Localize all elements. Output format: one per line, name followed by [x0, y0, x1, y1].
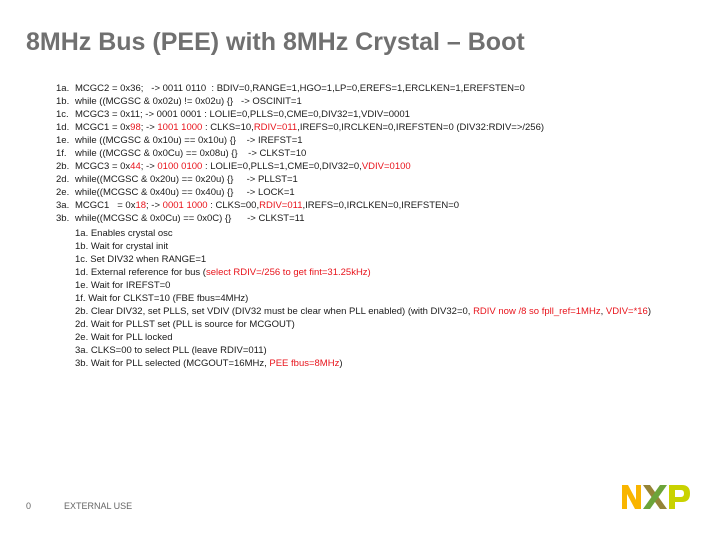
highlight-text: 0001 1000	[162, 200, 208, 211]
line-number: 1d.	[56, 122, 70, 133]
note-line	[75, 253, 651, 266]
note-line	[75, 331, 651, 344]
line-number: 2e.	[56, 187, 70, 198]
text-segment: while((MCGSC & 0x20u) == 0x20u) {} -> PLLST=1	[75, 174, 298, 185]
text-segment: ,IREFS=0,IRCLKEN=0,IREFSTEN=0 (DIV32:RDIV=>/256)	[297, 122, 545, 133]
code-text	[75, 121, 544, 134]
highlight-text: VDIV=0100	[361, 161, 411, 172]
text-segment: MCGC2 = 0x36; -> 0011 0110 : BDIV=0,RANGE=1,HGO=1,LP=0,EREFS=1,ERCLKEN=1,EREFSTEN=0	[75, 83, 525, 94]
line-number: 3a.	[56, 200, 70, 211]
code-text	[75, 186, 295, 199]
text-segment: while ((MCGSC & 0x02u) != 0x02u) {} -> OSCINIT=1	[75, 96, 302, 107]
text-segment: ,IREFS=0,IRCLKEN=0,IREFSTEN=0	[302, 200, 460, 211]
text-segment: : LOLIE=0,PLLS=1,CME=0,DIV32=0,	[202, 161, 362, 172]
text-segment: 3b. Wait for PLL selected (MCGOUT=16MHz,	[75, 358, 270, 369]
highlight-text: RDIV=011	[259, 200, 303, 211]
note-line	[75, 318, 651, 331]
code-line	[56, 134, 544, 147]
line-number: 2b.	[56, 161, 70, 172]
code-text	[75, 160, 411, 173]
highlight-text: RDIV now /8 so fpll_ref=1MHz	[473, 306, 601, 317]
text-segment: ; ->	[140, 161, 158, 172]
line-number: 1e.	[56, 135, 70, 146]
code-text	[75, 212, 305, 225]
code-line	[56, 199, 544, 212]
highlight-text: 44	[130, 161, 141, 172]
code-line	[56, 121, 544, 134]
text-segment: 1d. External reference for bus (	[75, 267, 206, 278]
code-line	[56, 186, 544, 199]
code-line	[56, 160, 544, 173]
classification-label: EXTERNAL USE	[64, 501, 133, 511]
text-segment: ; ->	[146, 200, 163, 211]
note-line	[75, 240, 651, 253]
text-segment: 2b. Clear DIV32, set PLLS, set VDIV (DIV32 must be clear when PLL enabled) (with DIV32=0,	[75, 306, 474, 317]
highlight-text: RDIV=011	[253, 122, 298, 133]
code-line	[56, 95, 544, 108]
step-notes	[75, 227, 651, 370]
text-segment: 1e. Wait for IREFST=0	[75, 280, 171, 291]
register-code-block	[56, 82, 544, 225]
text-segment: )	[647, 306, 652, 317]
highlight-text: 0100 0100	[157, 161, 203, 172]
text-segment: 1c. Set DIV32 when RANGE=1	[75, 254, 207, 265]
note-line	[75, 279, 651, 292]
text-segment: 2e. Wait for PLL locked	[75, 332, 173, 343]
highlight-text: 18	[135, 200, 147, 211]
highlight-text: VDIV=*16	[605, 306, 648, 317]
text-segment: 3a. CLKS=00 to select PLL (leave RDIV=011)	[75, 345, 267, 356]
code-line	[56, 147, 544, 160]
text-segment: 2d. Wait for PLLST set (PLL is source for MCGOUT)	[75, 319, 295, 330]
line-number: 2d.	[56, 174, 70, 185]
text-segment: MCGC3 = 0x11; -> 0001 0001 : LOLIE=0,PLLS=0,CME=0,DIV32=1,VDIV=0001	[75, 109, 410, 120]
text-segment: ,	[600, 306, 606, 317]
page-number: 0	[26, 501, 32, 511]
code-text	[75, 147, 306, 160]
text-segment: while ((MCGSC & 0x10u) == 0x10u) {} -> IREFST=1	[75, 135, 303, 146]
text-segment: )	[339, 358, 343, 369]
note-line	[75, 344, 651, 357]
note-line	[75, 292, 651, 305]
text-segment: MCGC1 = 0x	[75, 122, 131, 133]
code-line	[56, 108, 544, 121]
line-number: 1a.	[56, 83, 70, 94]
text-segment: 1a. Enables crystal osc	[75, 228, 173, 239]
highlight-text: PEE fbus=8MHz	[269, 358, 340, 369]
text-segment: while((MCGSC & 0x0Cu) == 0x0C) {} -> CLKST=11	[75, 213, 305, 224]
text-segment: 1f. Wait for CLKST=10 (FBE fbus=4MHz)	[75, 293, 249, 304]
code-text	[75, 199, 459, 212]
line-number: 1f.	[56, 148, 67, 159]
text-segment: MCGC3 = 0x	[75, 161, 131, 172]
line-number: 3b.	[56, 213, 70, 224]
highlight-text: 98	[130, 122, 141, 133]
highlight-text: 1001 1000	[157, 122, 203, 133]
text-segment: ; ->	[140, 122, 158, 133]
text-segment: : CLKS=00,	[207, 200, 260, 211]
code-line	[56, 173, 544, 186]
note-line	[75, 227, 651, 240]
nxp-logo-mark	[620, 482, 692, 512]
note-line	[75, 305, 651, 318]
code-line	[56, 82, 544, 95]
code-text	[75, 108, 410, 121]
note-line	[75, 266, 651, 279]
code-line	[56, 212, 544, 225]
slide-title: 8MHz Bus (PEE) with 8MHz Crystal – Boot	[26, 28, 525, 56]
line-number: 1c.	[56, 109, 69, 120]
code-text	[75, 134, 303, 147]
text-segment: while ((MCGSC & 0x0Cu) == 0x08u) {} -> CLKST=10	[75, 148, 307, 159]
line-number: 1b.	[56, 96, 70, 107]
text-segment: MCGC1 = 0x	[75, 200, 136, 211]
text-segment: while((MCGSC & 0x40u) == 0x40u) {} -> LOCK=1	[75, 187, 295, 198]
highlight-text: select RDIV=/256 to get fint=31.25kHz)	[205, 267, 371, 278]
code-text	[75, 95, 302, 108]
text-segment: : CLKS=10,	[202, 122, 254, 133]
text-segment: 1b. Wait for crystal init	[75, 241, 169, 252]
code-text	[75, 82, 525, 95]
nxp-logo	[620, 482, 692, 517]
note-line	[75, 357, 651, 370]
code-text	[75, 173, 298, 186]
